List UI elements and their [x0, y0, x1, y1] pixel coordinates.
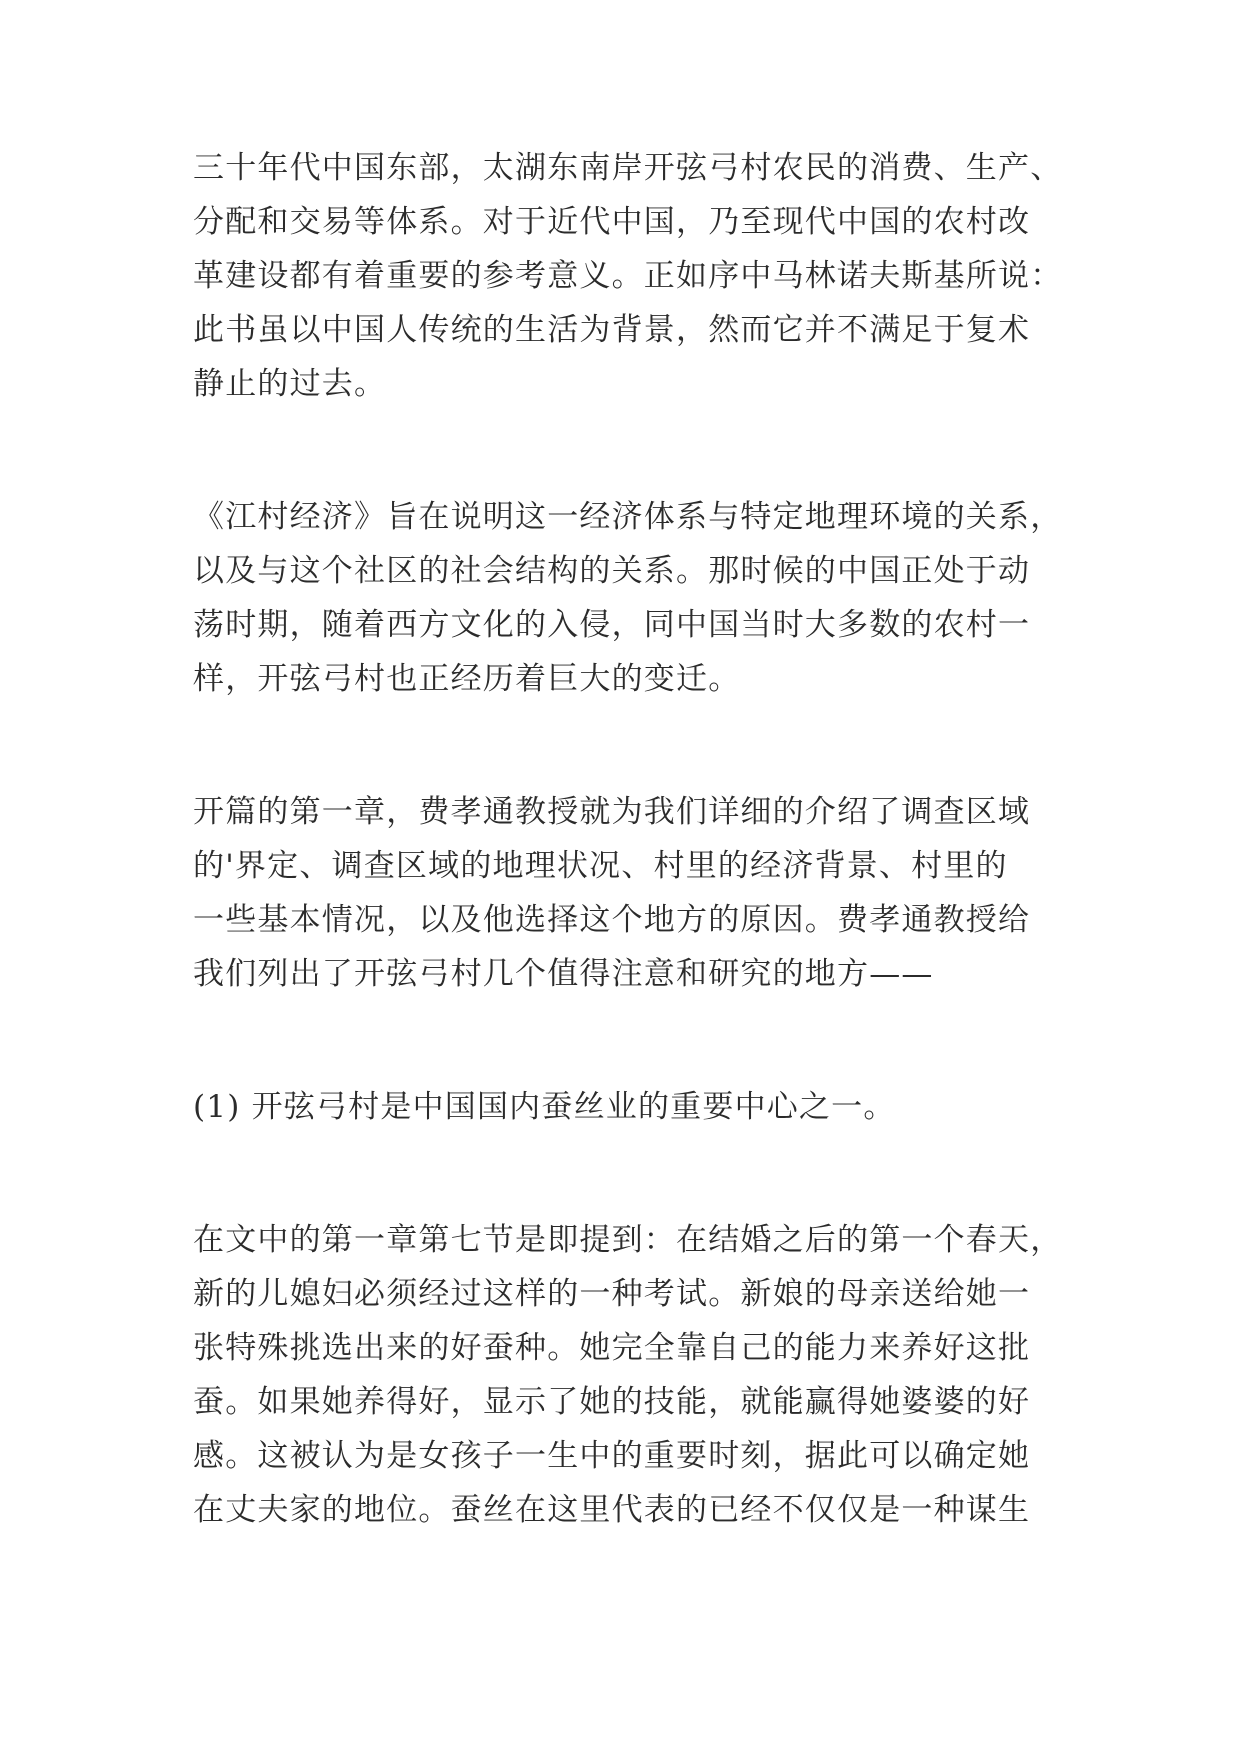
text-line: 分配和交易等体系。对于近代中国，乃至现代中国的农村改 [193, 204, 1031, 240]
text-line: 荡时期，随着西方文化的入侵，同中国当时大多数的农村一 [193, 607, 1031, 643]
text-line: 张特殊挑选出来的好蚕种。她完全靠自己的能力来养好这批 [193, 1330, 1031, 1366]
text-line: (1) 开弦弓村是中国国内蚕丝业的重要中心之一。 [193, 1089, 896, 1125]
text-line: 开篇的第一章，费孝通教授就为我们详细的介绍了调查区域 [193, 794, 1031, 830]
text-line: 以及与这个社区的社会结构的关系。那时候的中国正处于动 [193, 553, 1031, 589]
text-line: 革建设都有着重要的参考意义。正如序中马林诺夫斯基所说： [193, 258, 1063, 294]
text-line: 样，开弦弓村也正经历着巨大的变迁。 [193, 661, 741, 697]
text-line: 蚕。如果她养得好，显示了她的技能，就能赢得她婆婆的好 [193, 1384, 1031, 1420]
text-line: 静止的过去。 [193, 366, 387, 402]
text-line: 感。这被认为是女孩子一生中的重要时刻，据此可以确定她 [193, 1438, 1031, 1474]
text-line: 三十年代中国东部，太湖东南岸开弦弓村农民的消费、生产、 [193, 150, 1063, 186]
text-line: 我们列出了开弦弓村几个值得注意和研究的地方—— [193, 956, 934, 992]
text-line: 新的儿媳妇必须经过这样的一种考试。新娘的母亲送给她一 [193, 1276, 1031, 1312]
text-line: 此书虽以中国人传统的生活为背景，然而它并不满足于复术 [193, 312, 1031, 348]
text-line: 《江村经济》旨在说明这一经济体系与特定地理环境的关系， [193, 499, 1063, 535]
text-line: 一些基本情况，以及他选择这个地方的原因。费孝通教授给 [193, 902, 1031, 938]
text-line: 的'界定、调查区域的地理状况、村里的经济背景、村里的 [193, 848, 1008, 884]
text-line: 在丈夫家的地位。蚕丝在这里代表的已经不仅仅是一种谋生 [193, 1492, 1031, 1528]
text-line: 在文中的第一章第七节是即提到：在结婚之后的第一个春天， [193, 1222, 1063, 1258]
